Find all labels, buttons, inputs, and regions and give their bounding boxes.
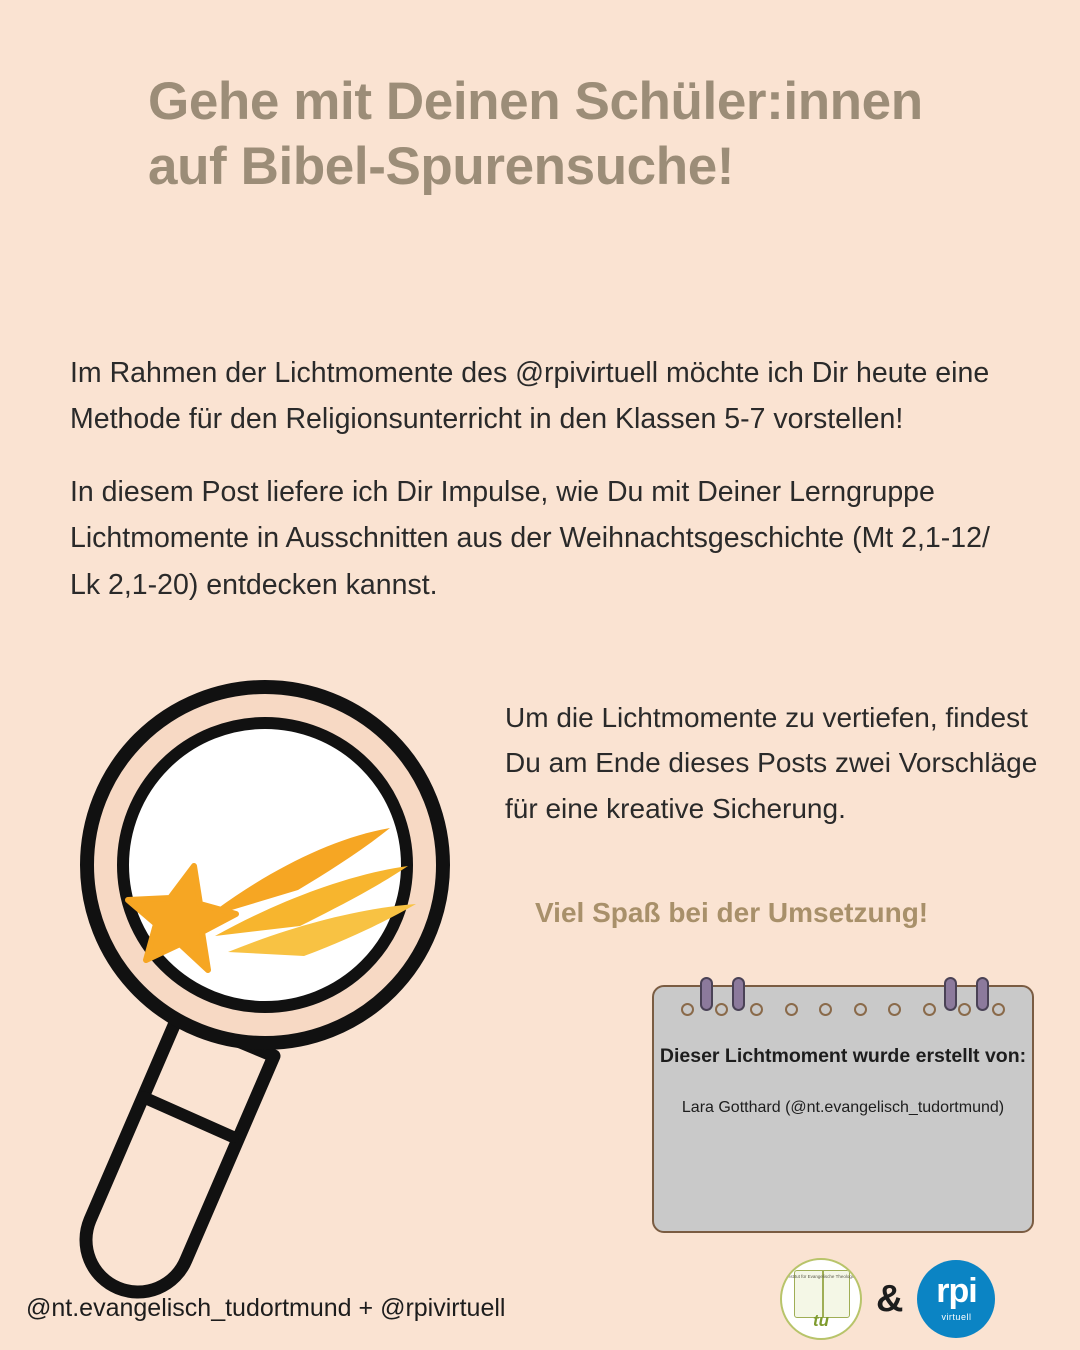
tu-logo-caption: Institut für Evangelische Theologie	[786, 1274, 856, 1279]
notepad-ring	[732, 977, 745, 1011]
notepad-hole	[681, 1003, 694, 1016]
deepening-paragraph: Um die Lichtmomente zu vertiefen, findest Du am Ende dieses Posts zwei Vorschläge für eine kreative Sicherung.	[505, 702, 1038, 824]
credit-notepad	[652, 985, 1034, 1233]
rpi-logo-subtext: virtuell	[941, 1312, 972, 1322]
notepad-ring	[944, 977, 957, 1011]
page-title: Gehe mit Deinen Schüler:innen auf Bibel-Spurensuche!	[148, 72, 923, 196]
intro-paragraph-2: In diesem Post liefere ich Dir Impulse, wie Du mit Deiner Lerngruppe Lichtmomente in Ausschnitten aus der Weihnachtsgeschichte (Mt 2,1-12/ Lk 2,1-20) entdecken kannst.	[70, 475, 990, 601]
rpi-virtuell-logo	[917, 1260, 995, 1338]
notepad-ring	[976, 977, 989, 1011]
tu-logo-letters: tu	[812, 1311, 830, 1330]
notepad-hole	[992, 1003, 1005, 1016]
notepad-hole	[715, 1003, 728, 1016]
magnifying-glass-icon	[60, 660, 480, 1300]
intro-text-block	[70, 350, 1010, 634]
notepad-hole	[750, 1003, 763, 1016]
notepad-hole	[819, 1003, 832, 1016]
notepad-hole	[854, 1003, 867, 1016]
magnifier-handle	[86, 1016, 274, 1292]
deepening-text	[505, 695, 1070, 831]
credit-title: Dieser Lichtmoment wurde erstellt von:	[659, 1045, 1027, 1067]
credit-author: Lara Gotthard (@nt.evangelisch_tudortmund)	[681, 1099, 1005, 1116]
intro-paragraph-1: Im Rahmen der Lichtmomente des @rpivirtuell möchte ich Dir heute eine Methode für den Religionsunterricht in den Klassen 5-7 vorstellen!	[70, 357, 990, 436]
logo-row	[780, 1258, 1060, 1340]
notepad-hole	[888, 1003, 901, 1016]
logo-separator: &	[876, 1278, 904, 1320]
notepad-hole	[958, 1003, 971, 1016]
closing-line: Viel Spaß bei der Umsetzung!	[535, 897, 929, 928]
footer-handles: @nt.evangelisch_tudortmund + @rpivirtuell	[26, 1294, 506, 1322]
rpi-logo-text: rpi	[936, 1272, 977, 1310]
tu-dortmund-logo	[780, 1258, 862, 1340]
notepad-hole	[785, 1003, 798, 1016]
notepad-hole	[923, 1003, 936, 1016]
notepad-ring	[700, 977, 713, 1011]
